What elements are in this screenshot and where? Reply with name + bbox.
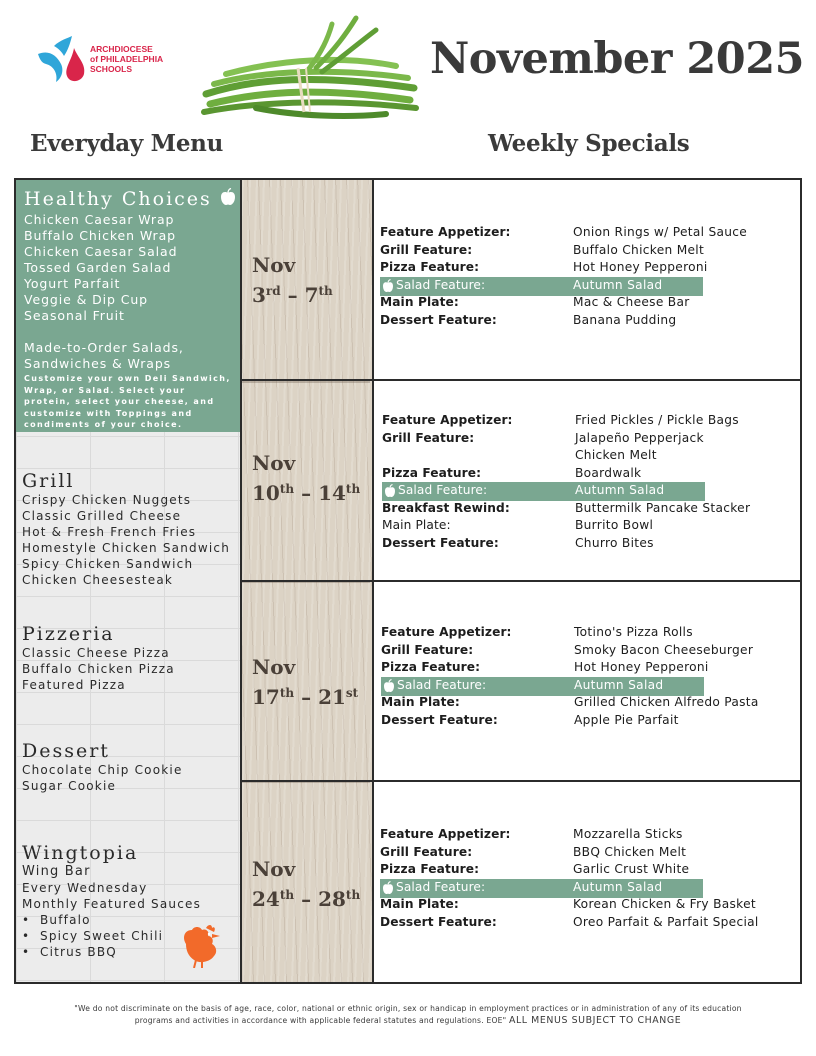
range-start: 17 [252, 685, 280, 709]
special-value: Buffalo Chicken Melt [573, 242, 705, 257]
range-dash: – [301, 685, 312, 709]
range-end-suffix: st [345, 686, 359, 700]
everyday-menu-title: Everyday Menu [30, 130, 224, 157]
page-title: November 2025 [430, 34, 805, 84]
special-value: Smoky Bacon Cheeseburger [574, 642, 754, 657]
week-month: Nov [252, 655, 296, 679]
special-row [382, 517, 798, 535]
healthy-choices-title: Healthy Choices [24, 188, 212, 210]
disclaimer-line-1: "We do not discriminate on the basis of age, race, color, national or ethnic origin, sex or handicap in employment practices or in administration of any of its education [74, 1004, 742, 1013]
special-value: Totino's Pizza Rolls [574, 625, 693, 639]
apple-icon [382, 881, 394, 895]
special-value: Banana Pudding [573, 312, 677, 327]
special-row [381, 694, 797, 712]
special-value: Chicken Melt [575, 448, 657, 462]
special-value: Korean Chicken & Fry Basket [573, 897, 756, 911]
week-month: Nov [252, 253, 296, 277]
special-row [381, 642, 797, 660]
special-value: Jalapeño Pepperjack [575, 430, 704, 445]
special-row [382, 447, 798, 465]
special-value: Onion Rings w/ Petal Sauce [573, 225, 748, 239]
sauce-label: Spicy Sweet Chili [40, 929, 164, 943]
healthy-item: Veggie & Dip Cup [24, 292, 148, 307]
special-value: Burrito Bowl [575, 518, 654, 532]
special-row [380, 896, 796, 914]
logo-line-1: ARCHDIOCESE [90, 44, 153, 54]
special-value: Boardwalk [575, 465, 642, 480]
sauce-label: Buffalo [40, 913, 91, 927]
dessert-item: Sugar Cookie [22, 779, 117, 793]
range-dash: – [301, 481, 312, 505]
disclaimer-line-2 [30, 1015, 786, 1027]
range-start-suffix: th [279, 686, 295, 700]
week-4-date [252, 856, 360, 912]
range-start: 3 [252, 283, 266, 307]
range-end: 28 [318, 887, 346, 911]
special-value: Mozzarella Sticks [573, 827, 683, 841]
pizzeria-title: Pizzeria [22, 623, 115, 645]
special-row [382, 465, 798, 483]
wingtopia-line: Monthly Featured Sauces [22, 897, 202, 911]
special-label: Feature Appetizer: [380, 225, 511, 239]
sauce-label: Citrus BBQ [40, 945, 117, 959]
special-value: Buttermilk Pancake Stacker [575, 500, 751, 515]
special-label: Grill Feature: [380, 242, 473, 257]
range-dash: – [301, 887, 312, 911]
special-row [380, 861, 796, 879]
range-end-suffix: th [318, 284, 333, 298]
disclaimer-line-2-text: programs and activities in accordance with applicable federal statutes and regulations. EOE" [134, 1016, 507, 1025]
logo-icon [34, 34, 88, 84]
salad-feature-row [380, 277, 796, 295]
grill-item: Homestyle Chicken Sandwich [22, 541, 231, 555]
week-2-specials [382, 412, 798, 552]
footer-disclaimer [30, 1003, 786, 1027]
dessert-item: Chocolate Chip Cookie [22, 763, 183, 777]
made-to-order-description: Customize your own Deli Sandwich, Wrap, or Salad. Select your protein, select your cheese, and customize with Toppings and condiments of your choice. [24, 374, 231, 429]
range-dash: – [287, 283, 298, 307]
week-2-date [252, 450, 360, 506]
special-label: Salad Feature: [396, 277, 486, 292]
salad-feature-row [382, 482, 798, 500]
special-label: Pizza Feature: [382, 465, 482, 480]
pizzeria-item: Featured Pizza [22, 678, 126, 692]
special-value: Grilled Chicken Alfredo Pasta [574, 695, 759, 709]
week-1-date [252, 252, 333, 308]
special-label: Salad Feature: [398, 483, 488, 497]
range-start-suffix: th [279, 482, 295, 496]
week-divider [242, 379, 800, 381]
special-value: Autumn Salad [574, 677, 664, 692]
special-label: Feature Appetizer: [381, 625, 512, 639]
subject-to-change-note: ALL MENUS SUBJECT TO CHANGE [508, 1015, 682, 1026]
range-end: 7 [304, 283, 319, 307]
grill-item: Hot & Fresh French Fries [22, 525, 197, 539]
week-3-date [252, 654, 358, 710]
week-range [252, 882, 360, 912]
apple-icon [382, 279, 394, 293]
week-month: Nov [252, 857, 296, 881]
week-divider [242, 780, 800, 782]
range-start-suffix: th [279, 888, 295, 902]
special-row [381, 712, 797, 730]
special-row [380, 242, 796, 260]
week-3-specials [381, 624, 797, 729]
special-label: Breakfast Rewind: [382, 500, 510, 515]
special-label: Main Plate: [380, 897, 459, 911]
green-beans-image [196, 8, 426, 128]
special-value: Apple Pie Parfait [574, 712, 679, 727]
week-range [252, 278, 333, 308]
salad-feature-row [381, 677, 797, 695]
healthy-item: Seasonal Fruit [24, 308, 125, 323]
grill-item: Chicken Cheesesteak [22, 573, 174, 587]
salad-feature-row [380, 879, 796, 897]
special-label: Pizza Feature: [380, 862, 480, 876]
healthy-item: Buffalo Chicken Wrap [24, 228, 176, 243]
grill-title: Grill [22, 470, 75, 492]
special-value: Garlic Crust White [573, 862, 690, 876]
grill-item: Spicy Chicken Sandwich [22, 557, 194, 571]
special-label: Feature Appetizer: [380, 827, 511, 841]
bullet: • [22, 929, 31, 943]
logo-line-2: of PHILADELPHIA [90, 54, 164, 64]
special-row [382, 412, 798, 430]
special-label: Dessert Feature: [380, 312, 497, 327]
special-label: Dessert Feature: [380, 914, 497, 929]
healthy-item: Chicken Caesar Salad [24, 244, 178, 259]
healthy-item: Yogurt Parfait [24, 276, 121, 291]
special-label: Grill Feature: [381, 642, 474, 657]
special-value: Oreo Parfait & Parfait Special [573, 914, 759, 929]
pizzeria-item: Buffalo Chicken Pizza [22, 662, 175, 676]
week-range [252, 476, 360, 506]
week-1-specials [380, 224, 796, 329]
weekly-specials-title: Weekly Specials [488, 130, 690, 157]
special-row [381, 624, 797, 642]
special-label: Dessert Feature: [381, 712, 498, 727]
range-start-suffix: rd [265, 284, 281, 298]
week-divider [242, 580, 800, 582]
range-end: 21 [318, 685, 346, 709]
wingtopia-line: Every Wednesday [22, 881, 148, 895]
range-start: 24 [252, 887, 280, 911]
special-label: Main Plate: [381, 695, 460, 709]
special-value: Autumn Salad [573, 879, 663, 894]
week-4-specials [380, 826, 796, 931]
special-label: Grill Feature: [382, 430, 475, 445]
special-label: Main Plate: [382, 518, 451, 532]
made-to-order-title: Made-to-Order Salads, Sandwiches & Wraps [24, 340, 184, 371]
apple-icon [384, 484, 396, 498]
grill-item: Crispy Chicken Nuggets [22, 493, 192, 507]
special-row [381, 659, 797, 677]
special-row [382, 535, 798, 553]
bullet: • [22, 945, 31, 959]
logo-line-3: SCHOOLS [90, 64, 133, 74]
special-label: Salad Feature: [397, 677, 487, 692]
special-row [380, 294, 796, 312]
special-value: BBQ Chicken Melt [573, 844, 687, 859]
special-value: Churro Bites [575, 535, 654, 550]
dessert-title: Dessert [22, 740, 110, 762]
special-label: Main Plate: [380, 295, 459, 309]
special-value: Hot Honey Pepperoni [574, 660, 709, 674]
special-label: Grill Feature: [380, 844, 473, 859]
special-label: Dessert Feature: [382, 535, 499, 550]
archdiocese-logo [34, 32, 204, 88]
special-label: Pizza Feature: [380, 260, 480, 274]
special-row [380, 826, 796, 844]
pizzeria-item: Classic Cheese Pizza [22, 646, 170, 660]
special-row [380, 259, 796, 277]
special-row [380, 224, 796, 242]
range-end: 14 [318, 481, 346, 505]
special-value: Autumn Salad [575, 483, 665, 497]
wingtopia-title: Wingtopia [22, 842, 139, 864]
week-range [252, 680, 358, 710]
grill-item: Classic Grilled Cheese [22, 509, 182, 523]
special-value: Fried Pickles / Pickle Bags [575, 413, 739, 427]
bullet: • [22, 913, 31, 927]
range-end-suffix: th [345, 482, 361, 496]
special-row [380, 312, 796, 330]
healthy-item: Tossed Garden Salad [24, 260, 172, 275]
special-value: Hot Honey Pepperoni [573, 260, 708, 274]
wingtopia-line: Wing Bar [22, 864, 91, 879]
special-value: Autumn Salad [573, 277, 663, 292]
special-value: Mac & Cheese Bar [573, 295, 690, 309]
special-row [380, 844, 796, 862]
special-row [380, 914, 796, 932]
week-month: Nov [252, 451, 296, 475]
special-label: Pizza Feature: [381, 660, 481, 674]
healthy-item: Chicken Caesar Wrap [24, 212, 175, 227]
special-label: Salad Feature: [396, 879, 486, 894]
special-row [382, 430, 798, 448]
special-row [382, 500, 798, 518]
special-label: Feature Appetizer: [382, 413, 513, 427]
range-start: 10 [252, 481, 280, 505]
apple-icon [383, 679, 395, 693]
range-end-suffix: th [345, 888, 361, 902]
